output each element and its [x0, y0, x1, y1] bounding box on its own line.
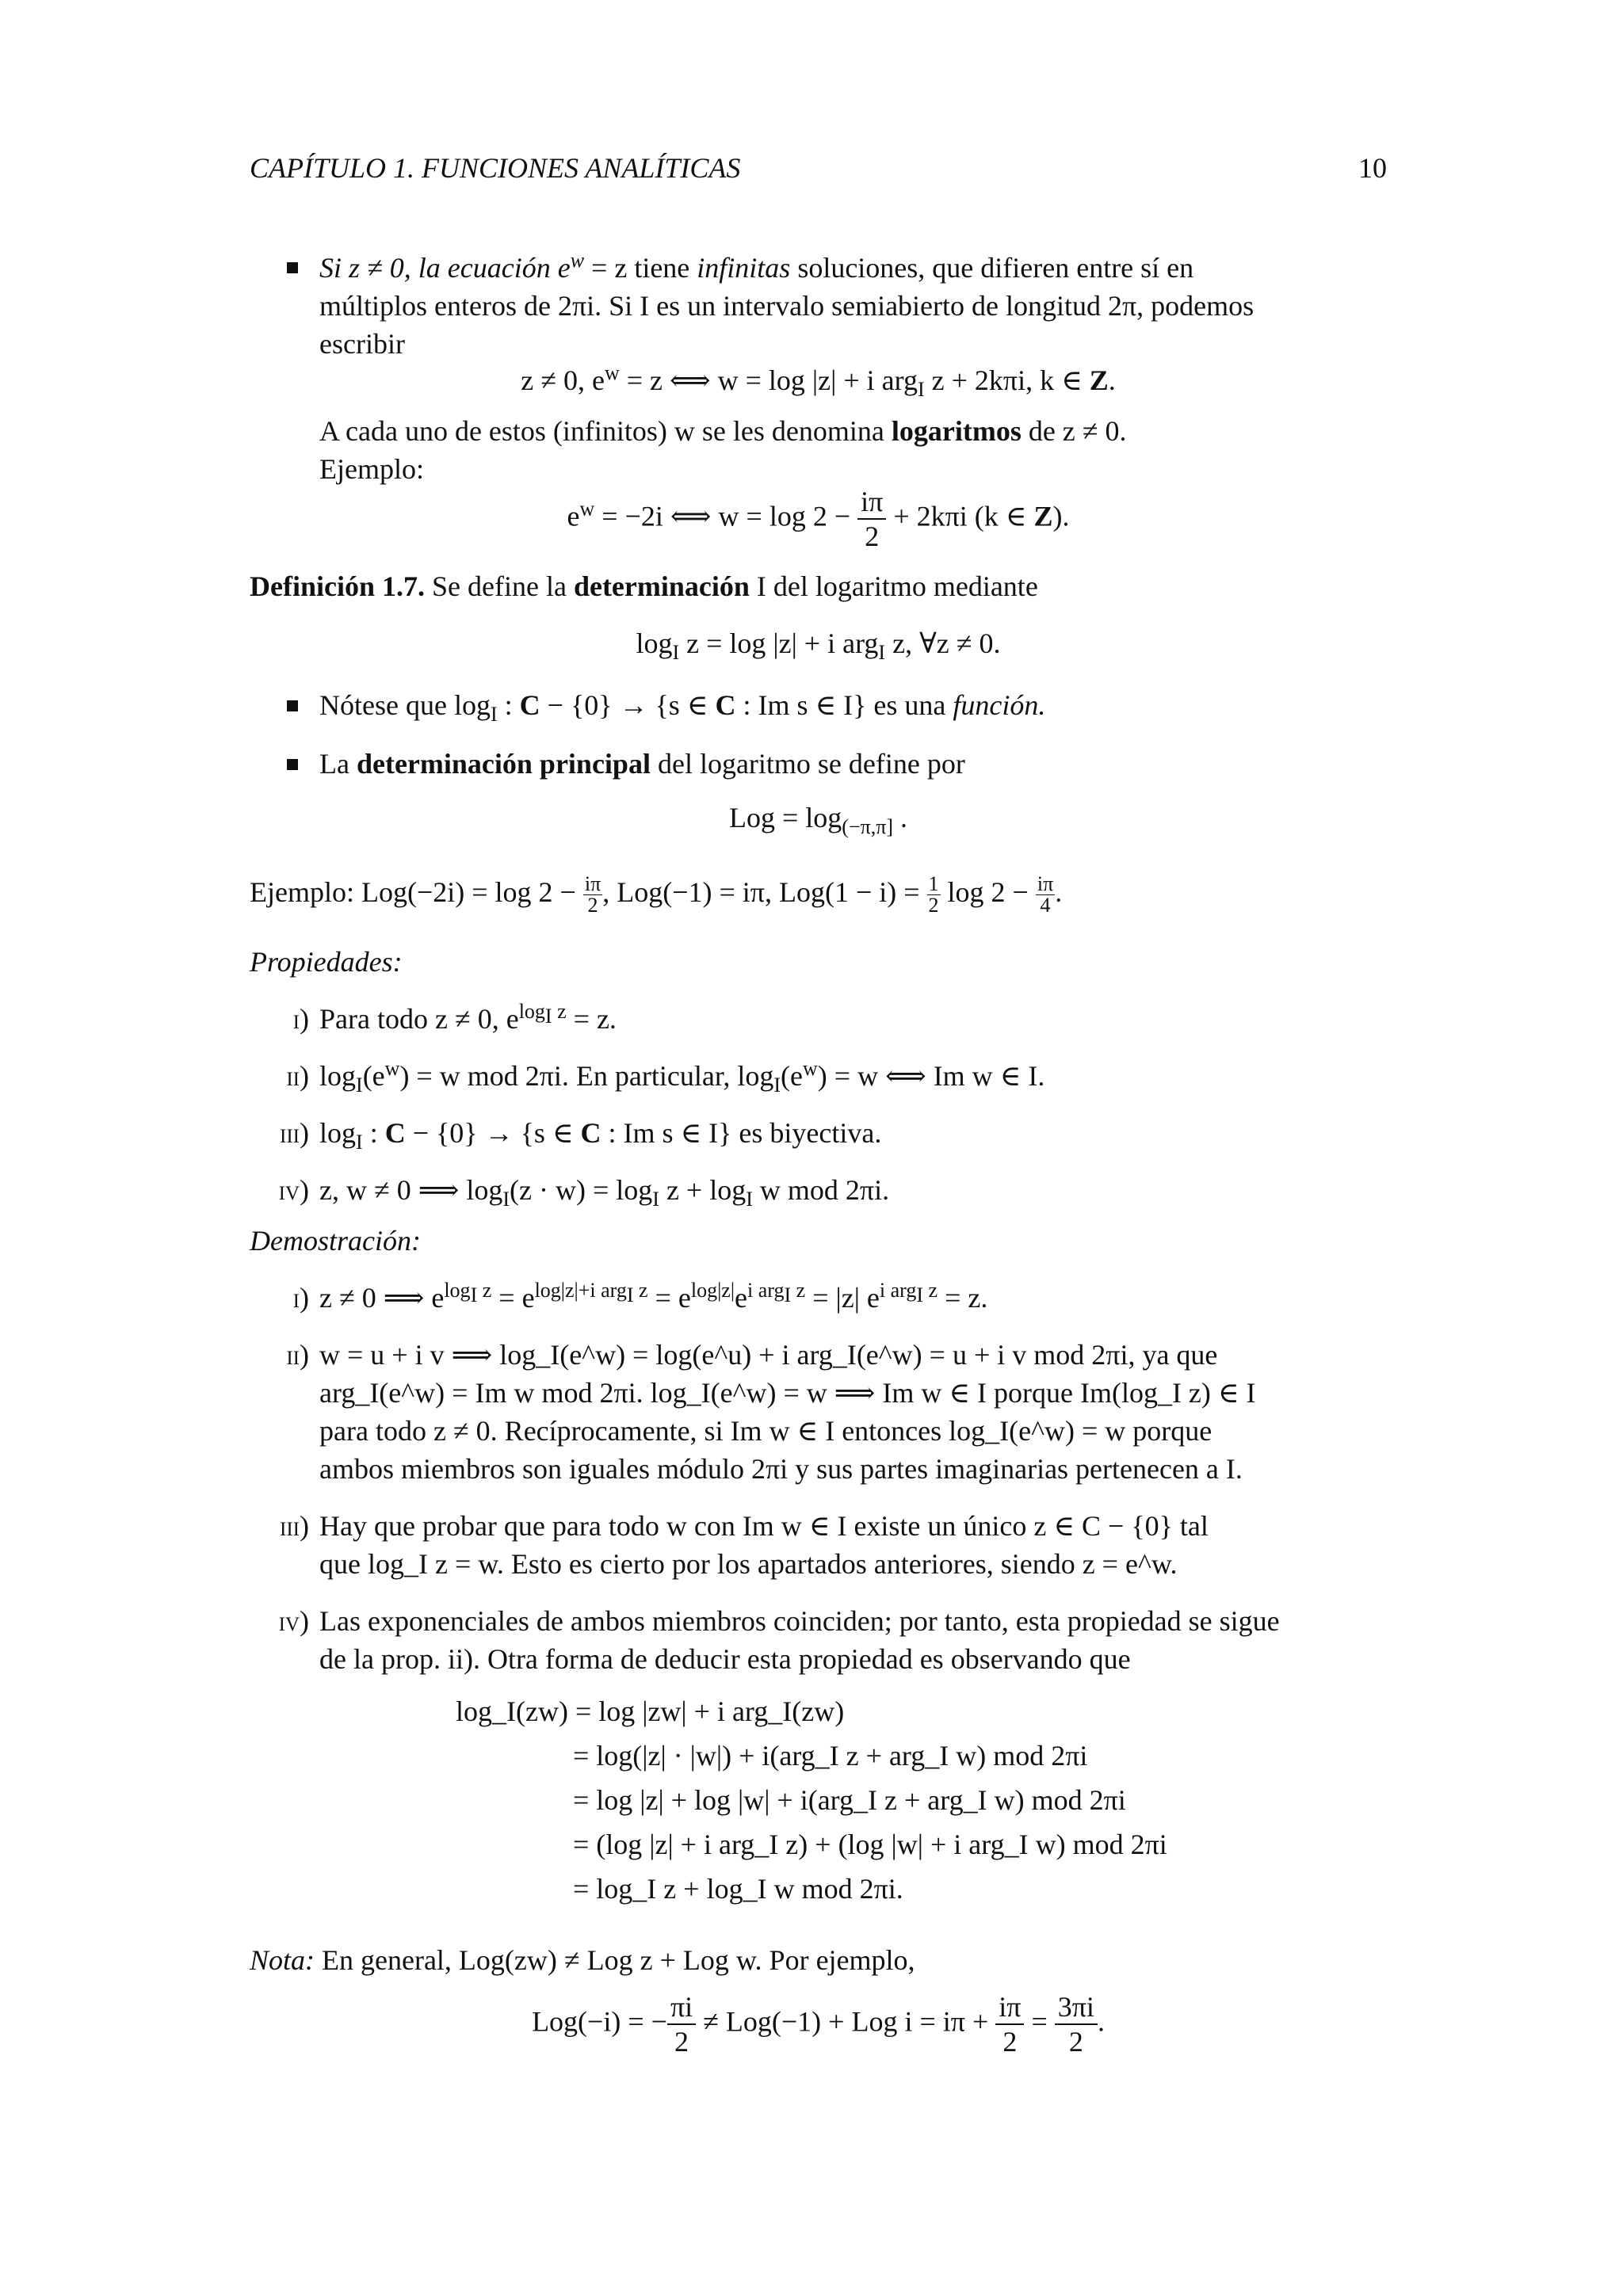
proof-num: iv)	[278, 1605, 309, 1637]
proof-num: iii)	[280, 1510, 309, 1542]
proof-ii-line4: ambos miembros son iguales módulo 2πi y sus partes imaginarias pertenecen a I.	[319, 1453, 1243, 1485]
bullet1-line1: Si z ≠ 0, la ecuación $e^w = z$ tiene infinitas soluciones, que difieren entre sí en	[319, 249, 1194, 284]
bullet1-line2: múltiplos enteros de 2πi. Si I es un intervalo semiabierto de longitud 2π, podemos	[319, 290, 1254, 322]
proof-num: ii)	[286, 1339, 309, 1371]
prop-num: i)	[292, 1003, 309, 1035]
property-iv: z, w ≠ 0 ⟹ $\log_I(z \cdot w) = \log_I z + \log_I w$ mod 2πi.	[319, 1174, 890, 1211]
proof-i: z ≠ 0 ⟹ $e^{log_I z} = e^{log|z|+i arg_I z} = e^{log|z|}e^{i arg_I z} = |z|$ $e^{i arg_I z} = z$.	[319, 1279, 988, 1314]
bullet3-text: La determinación principal del logaritmo se define por	[319, 748, 965, 780]
align-row: = log_I z + log_I w mod 2πi.	[573, 1873, 903, 1905]
proof-ii-line3: para todo z ≠ 0. Recíprocamente, si Im w ∈ I entonces log_I(e^w) = w porque	[319, 1415, 1212, 1447]
property-ii: $\log_I(e^w) = w$ mod 2πi. En particular, $\log_I(e^w) = w$ ⟺ Im w ∈ I.	[319, 1057, 1045, 1097]
equation-log-determination: $\log_I z = \log |z| + i$ arg$_I$ z, ∀z ≠ 0.	[636, 627, 1001, 665]
example-principal-log: Ejemplo: Log(−2i) = log 2 − $\frac{i\pi}{2}$ , Log(−1) = iπ, Log(1 − i) = $\frac{1}{2}$ log 2 − $\frac{i\pi}{4}$ .	[250, 872, 1063, 917]
bullet-marker	[287, 759, 298, 770]
proof-ii-line2: arg_I(e^w) = Im w mod 2πi. log_I(e^w) = w ⟹ Im w ∈ I porque Im(log_I z) ∈ I	[319, 1377, 1256, 1409]
prop-num: iii)	[280, 1117, 309, 1149]
proof-title: Demostración:	[250, 1225, 421, 1257]
bullet-marker	[287, 700, 298, 711]
proof-iv-line2: de la prop. ii). Otra forma de deducir esta propiedad es observando que	[319, 1643, 1131, 1675]
definition-1-7: Definición 1.7. Se define la determinación I del logaritmo mediante	[250, 570, 1038, 602]
proof-iv-line1: Las exponenciales de ambos miembros coinciden; por tanto, esta propiedad se sigue	[319, 1605, 1280, 1637]
fraction: $\frac{i\pi}{2}$	[857, 485, 886, 553]
equation-log-solutions: z ≠ 0, $e^w = z$ ⟺ w = log |z| + i arg$_I$ z + 2kπi, k ∈ Z.	[521, 361, 1116, 402]
property-i: Para todo z ≠ 0, $e^{log_I z} = z$.	[319, 1000, 617, 1035]
chapter-title: CAPÍTULO 1. FUNCIONES ANALÍTICAS	[250, 152, 741, 184]
bullet1-line4: A cada uno de estos (infinitos) w se les denomina logaritmos de z ≠ 0.	[319, 415, 1127, 447]
align-row: = (log |z| + i arg_I z) + (log |w| + i arg_I w) mod 2πi	[573, 1829, 1167, 1860]
bullet2-text: Nótese que $\log_I$ : C − {0} → {s ∈ C : Im s ∈ I} es una función.	[319, 689, 1046, 727]
note-paragraph: Nota: En general, Log(zw) ≠ Log z + Log w. Por ejemplo,	[250, 1944, 915, 1976]
equation-principal-log: Log = $\log_{(-\pi,\pi]}$ .	[728, 802, 908, 839]
align-row: = log(|z| · |w|) + i(arg_I z + arg_I w) mod 2πi	[573, 1740, 1088, 1772]
proof-iii-line2: que log_I z = w. Esto es cierto por los apartados anteriores, siendo z = e^w.	[319, 1548, 1178, 1580]
prop-num: ii)	[286, 1060, 309, 1092]
running-header	[250, 149, 1387, 187]
bullet1-line5: Ejemplo:	[319, 453, 424, 485]
property-iii: $\log_I$ : C − {0} → {s ∈ C : Im s ∈ I} es biyectiva.	[319, 1117, 882, 1154]
equation-log-counterexample: Log(−i) = − $\frac{\pi i}{2}$ ≠ Log(−1) + Log i = iπ + $\frac{i\pi}{2}$ = $\frac{3\pi i}{2}$ .	[532, 1991, 1105, 2058]
proof-iii-line1: Hay que probar que para todo w con Im w ∈ I existe un único z ∈ C − {0} tal	[319, 1510, 1209, 1542]
equation-example-exp: $e^w = -2i$ ⟺ w = log 2 − $\frac{i\pi}{2}$ + 2kπi (k ∈ Z).	[567, 486, 1070, 552]
properties-title: Propiedades:	[250, 946, 403, 978]
align-row: log_I(zw) = log |zw| + i arg_I(zw)	[456, 1695, 845, 1727]
proof-ii-line1: w = u + i v ⟹ log_I(e^w) = log(e^u) + i arg_I(e^w) = u + i v mod 2πi, ya que	[319, 1339, 1218, 1371]
bullet1-line3: escribir	[319, 328, 405, 360]
page-number: 10	[1358, 152, 1387, 184]
align-row: = log |z| + log |w| + i(arg_I z + arg_I w) mod 2πi	[573, 1784, 1126, 1816]
prop-num: iv)	[278, 1174, 309, 1206]
proof-num: i)	[292, 1282, 309, 1314]
bullet-marker	[287, 262, 298, 273]
